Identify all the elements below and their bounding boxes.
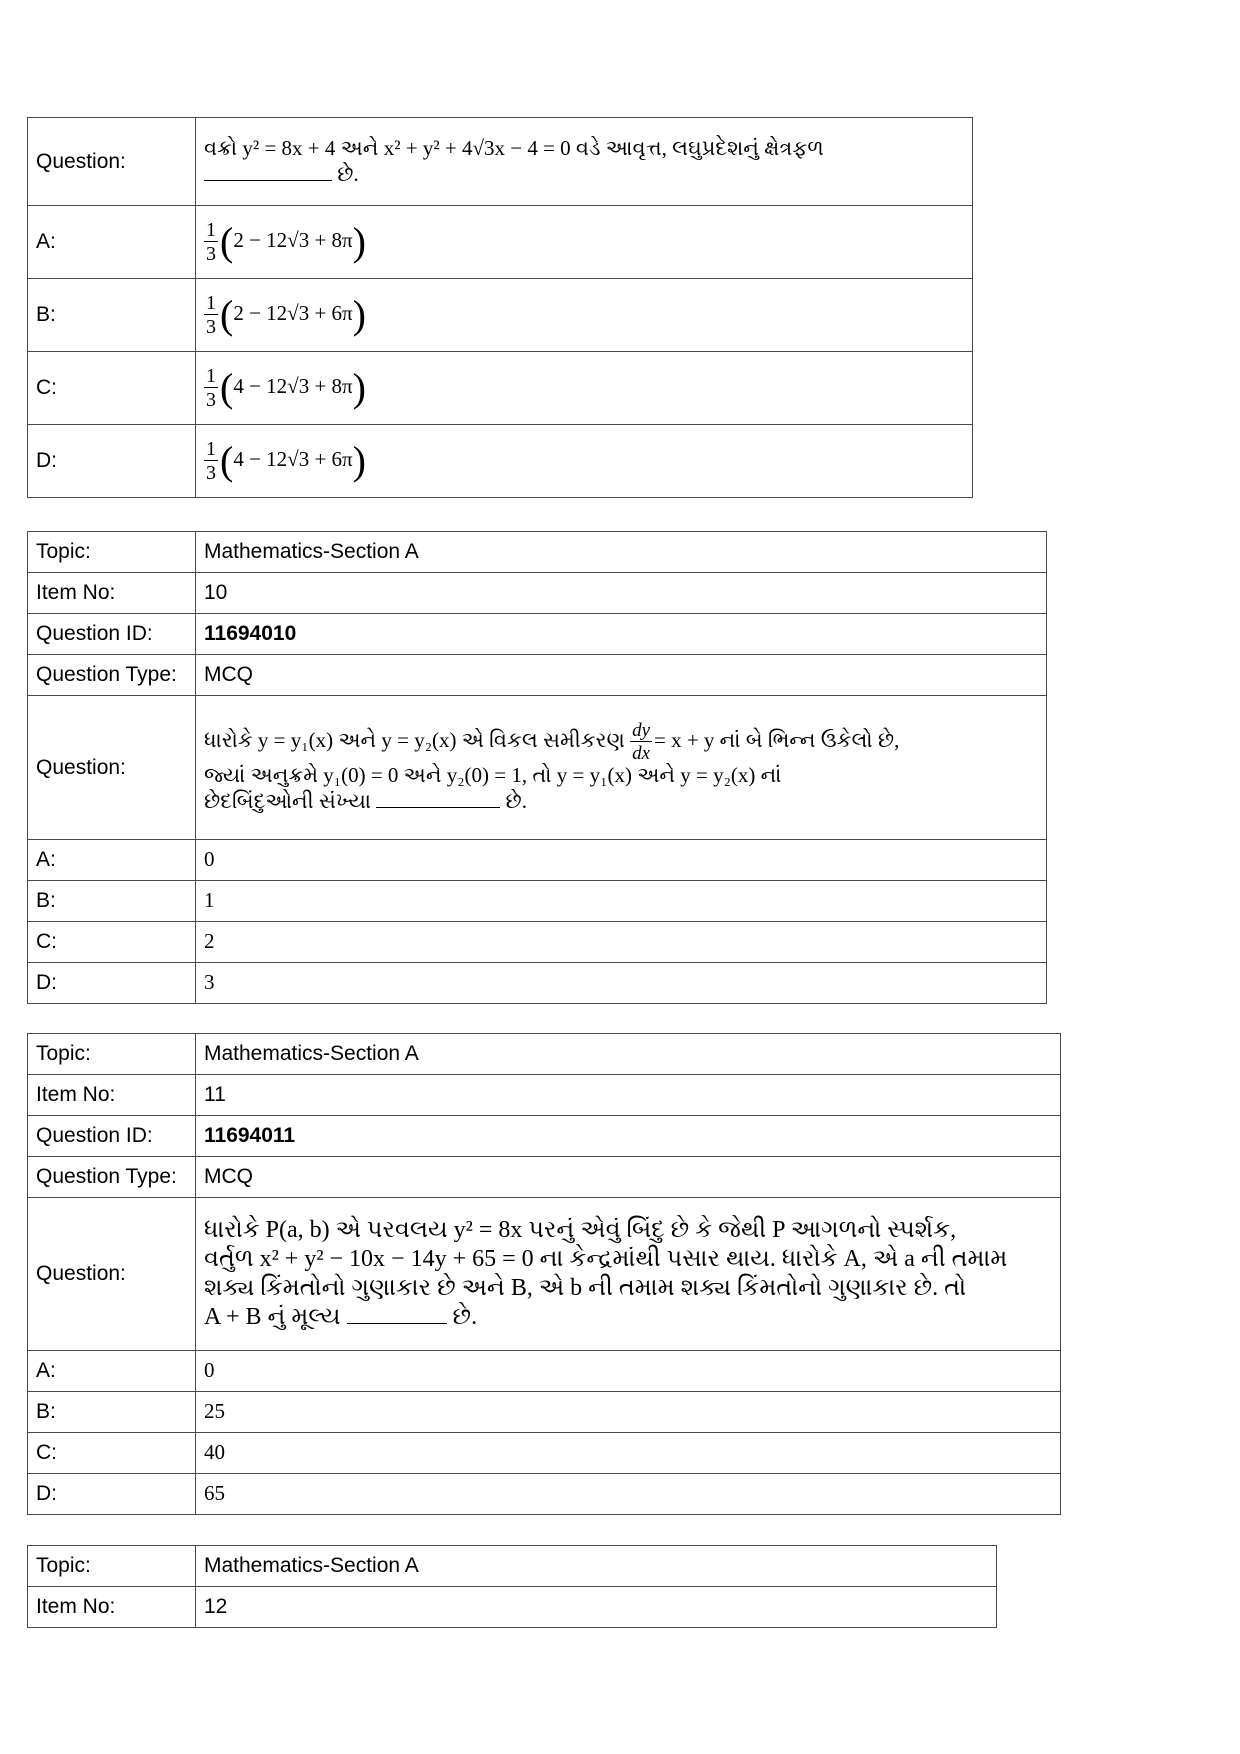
topic-label: Topic: bbox=[28, 1546, 196, 1587]
question-line: જ્યાં અનુક્રમે y₁(0) = 0 અને y₂(0) = 1, તો y = y₁(x) અને y = y₂(x) નાં bbox=[204, 763, 782, 788]
question-table-10 bbox=[27, 531, 1047, 1004]
question-line bbox=[204, 721, 1038, 763]
option-label: B: bbox=[28, 279, 196, 352]
question-line-part: ધારોકે y = y₁(x) અને y = y₂(x) એ વિકલ સમીકરણ bbox=[204, 728, 625, 753]
question-table-11 bbox=[27, 1033, 1061, 1515]
answer-blank bbox=[376, 807, 500, 808]
option-value: $\frac{1}{3}$ (2 − 12√3 + 6π) bbox=[196, 279, 973, 352]
question-text bbox=[196, 118, 973, 206]
option-row-c bbox=[28, 922, 1047, 963]
option-expression: 2 − 12√3 + 6π bbox=[233, 300, 353, 325]
item-row bbox=[28, 1075, 1061, 1116]
option-row-a bbox=[28, 840, 1047, 881]
fraction-denominator: 3 bbox=[206, 389, 216, 411]
option-row-d bbox=[28, 425, 973, 498]
option-row-a bbox=[28, 206, 973, 279]
fraction-numerator: 1 bbox=[206, 365, 216, 387]
fraction-denominator: 3 bbox=[206, 243, 216, 265]
option-row-b bbox=[28, 1392, 1061, 1433]
question-row bbox=[28, 696, 1047, 840]
topic-label: Topic: bbox=[28, 1034, 196, 1075]
topic-row bbox=[28, 1034, 1061, 1075]
option-value: 3 bbox=[196, 963, 1047, 1004]
option-value: 0 bbox=[196, 840, 1047, 881]
option-expression: 2 − 12√3 + 8π bbox=[233, 227, 353, 252]
fraction-numerator: 1 bbox=[206, 438, 216, 460]
qtype-row bbox=[28, 655, 1047, 696]
item-label: Item No: bbox=[28, 573, 196, 614]
fraction-denominator: 3 bbox=[206, 462, 216, 484]
question-table-12 bbox=[27, 1545, 997, 1628]
item-row bbox=[28, 1587, 997, 1628]
fraction bbox=[204, 366, 218, 410]
item-value: 10 bbox=[196, 573, 1047, 614]
question-text bbox=[196, 696, 1047, 840]
option-value: 0 bbox=[196, 1351, 1061, 1392]
question-line-part: A + B નું મૂલ્ય bbox=[204, 1303, 341, 1330]
question-line bbox=[204, 162, 964, 187]
question-line: વર્તુળ x² + y² − 10x − 14y + 65 = 0 ના કેન્દ્રમાંથી પસાર થાય. ધારોકે A, એ a ની તમામ bbox=[204, 1246, 1008, 1273]
question-line bbox=[204, 789, 1038, 814]
option-value: 65 bbox=[196, 1474, 1061, 1515]
option-label: B: bbox=[28, 1392, 196, 1433]
qid-value: 11694010 bbox=[196, 614, 1047, 655]
question-table-9 bbox=[27, 117, 973, 498]
topic-label: Topic: bbox=[28, 532, 196, 573]
fraction-numerator: 1 bbox=[206, 219, 216, 241]
option-label: A: bbox=[28, 206, 196, 279]
option-label: B: bbox=[28, 881, 196, 922]
question-label: Question: bbox=[28, 696, 196, 840]
qtype-row bbox=[28, 1157, 1061, 1198]
qid-row bbox=[28, 1116, 1061, 1157]
qid-value: 11694011 bbox=[196, 1116, 1061, 1157]
option-value: $\frac{1}{3}$ (2 − 12√3 + 8π) bbox=[196, 206, 973, 279]
option-row-b bbox=[28, 279, 973, 352]
topic-value: Mathematics-Section A bbox=[196, 532, 1047, 573]
question-row bbox=[28, 1198, 1061, 1351]
question-row bbox=[28, 118, 973, 206]
option-label: C: bbox=[28, 352, 196, 425]
answer-blank bbox=[204, 180, 332, 181]
option-row-b bbox=[28, 881, 1047, 922]
item-label: Item No: bbox=[28, 1075, 196, 1116]
item-row bbox=[28, 573, 1047, 614]
option-label: A: bbox=[28, 840, 196, 881]
option-value: 40 bbox=[196, 1433, 1061, 1474]
qtype-label: Question Type: bbox=[28, 655, 196, 696]
topic-value: Mathematics-Section A bbox=[196, 1034, 1061, 1075]
fraction-denominator: dx bbox=[632, 743, 650, 765]
question-line-end: છે. bbox=[337, 161, 359, 186]
item-label: Item No: bbox=[28, 1587, 196, 1628]
qtype-value: MCQ bbox=[196, 655, 1047, 696]
question-label: Question: bbox=[28, 1198, 196, 1351]
option-label: C: bbox=[28, 1433, 196, 1474]
fraction-numerator: dy bbox=[632, 720, 650, 742]
question-line: વક્રો y² = 8x + 4 અને x² + y² + 4√3x − 4 = 0 વડે આવૃત્ત, લઘુપ્રદેશનું ક્ષેત્રફળ bbox=[204, 136, 824, 161]
fraction-denominator: 3 bbox=[206, 316, 216, 338]
question-line: શક્ય કિંમતોનો ગુણાકાર છે અને B, એ b ની તમામ શક્ય કિંમતોનો ગુણાકાર છે. તો bbox=[204, 1275, 967, 1301]
qtype-label: Question Type: bbox=[28, 1157, 196, 1198]
question-line: ધારોકે P(a, b) એ પરવલય y² = 8x પરનું એવું બિંદુ છે કે જેથી P આગળનો સ્પર્શક, bbox=[204, 1217, 957, 1244]
fraction bbox=[204, 293, 218, 337]
qid-label: Question ID: bbox=[28, 1116, 196, 1157]
question-text bbox=[196, 1198, 1061, 1351]
item-value: 12 bbox=[196, 1587, 997, 1628]
answer-blank bbox=[347, 1323, 447, 1324]
option-row-c bbox=[28, 352, 973, 425]
option-value: $\frac{1}{3}$ (4 − 12√3 + 6π) bbox=[196, 425, 973, 498]
option-row-a bbox=[28, 1351, 1061, 1392]
qid-row bbox=[28, 614, 1047, 655]
question-line-part: = x + y નાં બે ભિન્ન ઉકેલો છે, bbox=[654, 728, 900, 753]
topic-row bbox=[28, 1546, 997, 1587]
option-expression: 4 − 12√3 + 8π bbox=[233, 373, 353, 398]
option-label: A: bbox=[28, 1351, 196, 1392]
question-line-part: છેદબિંદુઓની સંખ્યા bbox=[204, 788, 372, 813]
option-value: $\frac{1}{3}$ (4 − 12√3 + 8π) bbox=[196, 352, 973, 425]
topic-value: Mathematics-Section A bbox=[196, 1546, 997, 1587]
question-label: Question: bbox=[28, 118, 196, 206]
fraction bbox=[204, 220, 218, 264]
qid-label: Question ID: bbox=[28, 614, 196, 655]
item-value: 11 bbox=[196, 1075, 1061, 1116]
option-expression: 4 − 12√3 + 6π bbox=[233, 446, 353, 471]
question-line-end: છે. bbox=[452, 1303, 478, 1330]
option-label: D: bbox=[28, 1474, 196, 1515]
option-label: D: bbox=[28, 963, 196, 1004]
fraction bbox=[204, 439, 218, 483]
qtype-value: MCQ bbox=[196, 1157, 1061, 1198]
topic-row bbox=[28, 532, 1047, 573]
option-label: C: bbox=[28, 922, 196, 963]
option-value: 25 bbox=[196, 1392, 1061, 1433]
option-value: 1 bbox=[196, 881, 1047, 922]
option-row-d bbox=[28, 963, 1047, 1004]
derivative-fraction bbox=[630, 721, 652, 763]
option-row-c bbox=[28, 1433, 1061, 1474]
option-row-d bbox=[28, 1474, 1061, 1515]
question-line bbox=[204, 1303, 1052, 1332]
fraction-numerator: 1 bbox=[206, 292, 216, 314]
option-value: 2 bbox=[196, 922, 1047, 963]
option-label: D: bbox=[28, 425, 196, 498]
question-line-end: છે. bbox=[505, 788, 528, 813]
